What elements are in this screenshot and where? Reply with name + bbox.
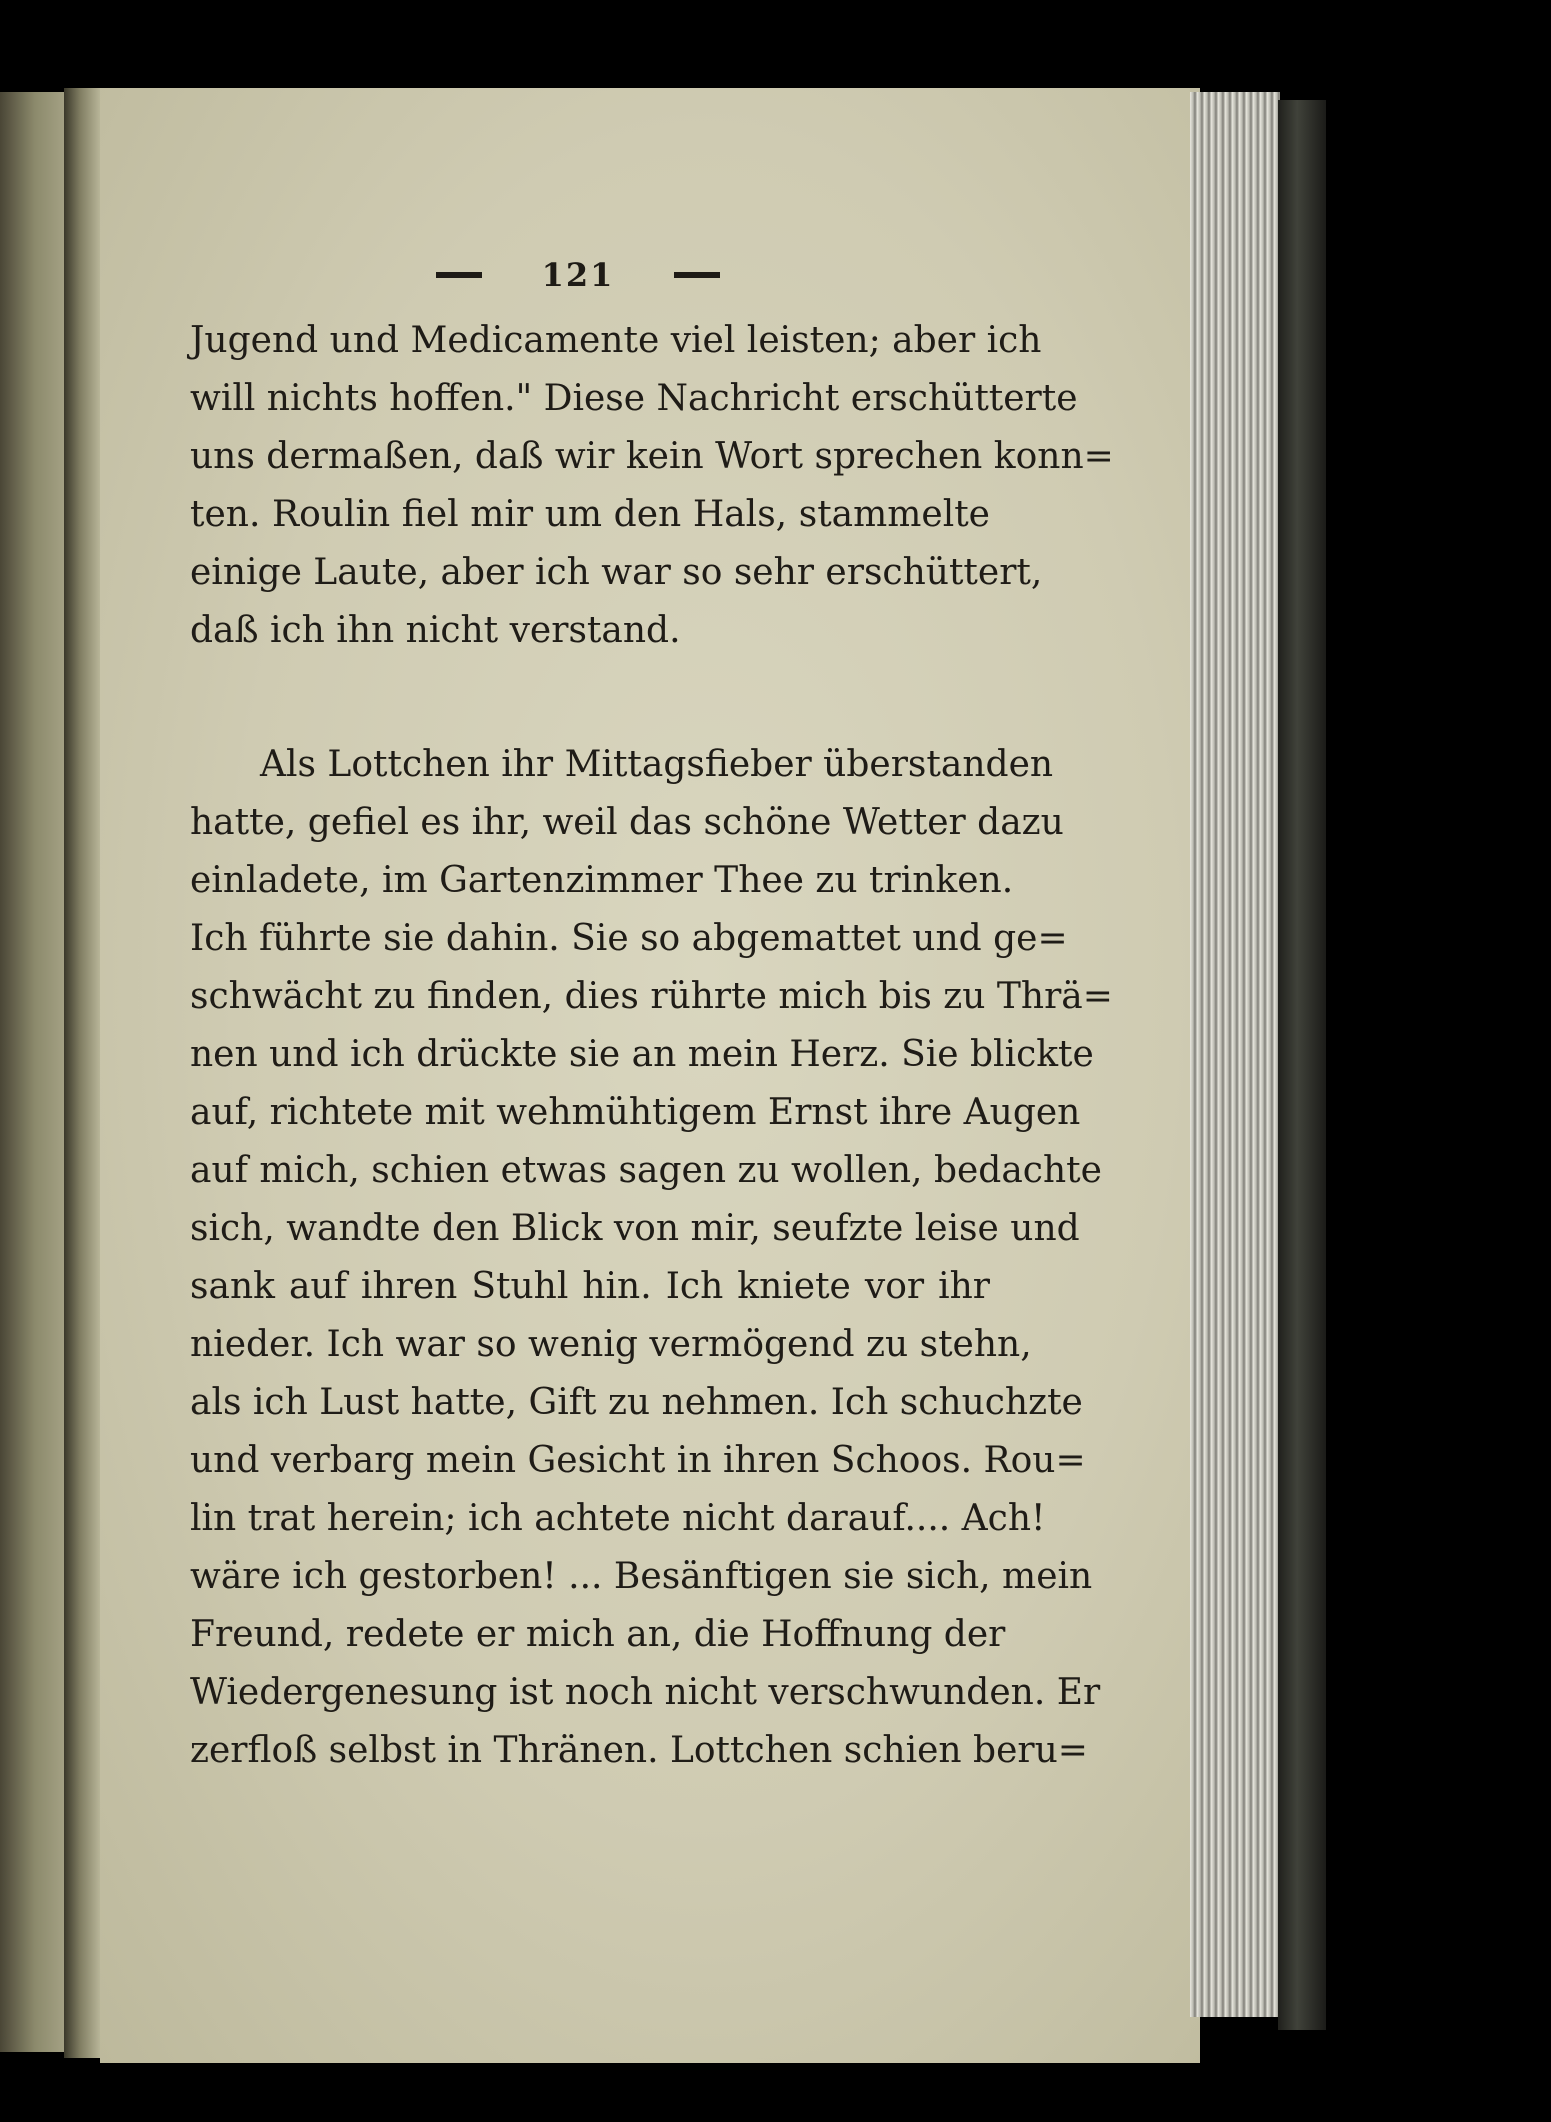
text-line: nen und ich drückte sie an mein Herz. Sie blickte [190,1034,1094,1075]
text-line: Wiedergenesung ist noch nicht verschwunden. Er [190,1672,1101,1713]
text-line: lin trat herein; ich achtete nicht darauf.... Ach! [190,1498,1046,1539]
text-line: uns dermaßen, daß wir kein Wort sprechen konn= [190,436,1114,477]
text-line: auf, richtete mit wehmühtigem Ernst ihre Augen [190,1092,1081,1133]
text-line: und verbarg mein Gesicht in ihren Schoos. Rou= [190,1440,1086,1481]
body-text [190,312,1114,1780]
text-line: auf mich, schien etwas sagen zu wollen, bedachte [190,1150,1102,1191]
paragraph-2 [190,736,1113,1780]
page-header [378,250,778,300]
header-dash-right [674,272,720,278]
text-line: Ich führte sie dahin. Sie so abgemattet und ge= [190,918,1068,959]
text-line: sank auf ihren Stuhl hin. Ich kniete vor ihr [190,1266,990,1307]
text-line: schwächt zu finden, dies rührte mich bis zu Thrä= [190,976,1113,1017]
text-line: Freund, redete er mich an, die Hoffnung der [190,1614,1006,1655]
book-gutter [64,88,104,2058]
text-line: zerfloß selbst in Thränen. Lottchen schien beru= [190,1730,1088,1771]
text-line: einladete, im Gartenzimmer Thee zu trinken. [190,860,1014,901]
text-line: Als Lottchen ihr Mittagsfieber überstanden [260,744,1054,785]
header-dash-left [436,272,482,278]
book-cover-edge [1278,100,1326,2030]
text-line: nieder. Ich war so wenig vermögend zu stehn, [190,1324,1032,1365]
text-line: Jugend und Medicamente viel leisten; aber ich [190,320,1042,361]
paragraph-1 [190,312,1114,660]
page-number: 121 [541,256,615,294]
text-line: wäre ich gestorben! ... Besänftigen sie sich, mein [190,1556,1093,1597]
page-block-edge [1190,92,1280,2017]
text-line: sich, wandte den Blick von mir, seufzte leise und [190,1208,1080,1249]
text-line: ten. Roulin fiel mir um den Hals, stammelte [190,494,990,535]
text-line: hatte, gefiel es ihr, weil das schöne Wetter dazu [190,802,1064,843]
text-line: als ich Lust hatte, Gift zu nehmen. Ich schuchzte [190,1382,1083,1423]
facing-page-edge [0,92,70,2052]
text-line: daß ich ihn nicht verstand. [190,610,681,651]
text-line: will nichts hoffen." Diese Nachricht erschütterte [190,378,1078,419]
text-line: einige Laute, aber ich war so sehr erschüttert, [190,552,1043,593]
paragraph-spacer [190,660,990,736]
